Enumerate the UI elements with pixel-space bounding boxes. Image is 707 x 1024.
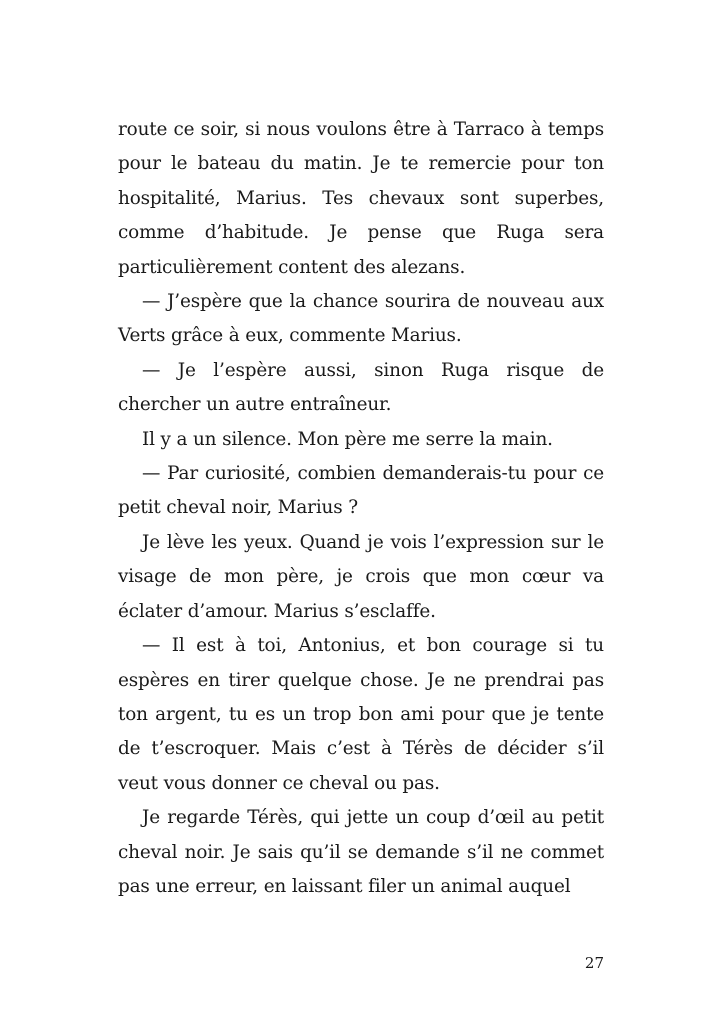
paragraph-continuation: route ce soir, si nous voulons être à Tarraco à temps pour le bateau du matin. Je te remercie pour ton hospitalité, Marius. Tes chevaux sont superbes, comme d’habitude. Je pense que Ruga sera particulièrement content des alezans. <box>118 119 604 278</box>
paragraph-silence: Il y a un silence. Mon père me serre la main. <box>142 428 553 450</box>
body-text <box>118 113 604 904</box>
paragraph-dialogue-gift: — Il est à toi, Antonius, et bon courage si tu espères en tirer quelque chose. Je ne prendrai pas ton argent, tu es un trop bon ami pour que je tente de t’escroquer. Mais c’est à Térès de décider s’il veut vous donner ce cheval ou pas. <box>118 635 604 794</box>
paragraph-narration-eyes: Je lève les yeux. Quand je vois l’expression sur le visage de mon père, je crois que mon cœur va éclater d’amour. Marius s’esclaffe. <box>118 531 604 622</box>
paragraph-dialogue-marius: — J’espère que la chance sourira de nouveau aux Verts grâce à eux, commente Marius. <box>118 291 604 347</box>
paragraph-dialogue-reply: — Je l’espère aussi, sinon Ruga risque de chercher un autre entraîneur. <box>118 359 604 416</box>
paragraph-dialogue-question: — Par curiosité, combien demanderais-tu pour ce petit cheval noir, Marius ? <box>118 463 604 519</box>
paragraph-narration-teres: Je regarde Térès, qui jette un coup d’œil au petit cheval noir. Je sais qu’il se demande s’il ne commet pas une erreur, en laissant filer un animal auquel <box>118 807 604 897</box>
page-number: 27 <box>584 954 604 972</box>
